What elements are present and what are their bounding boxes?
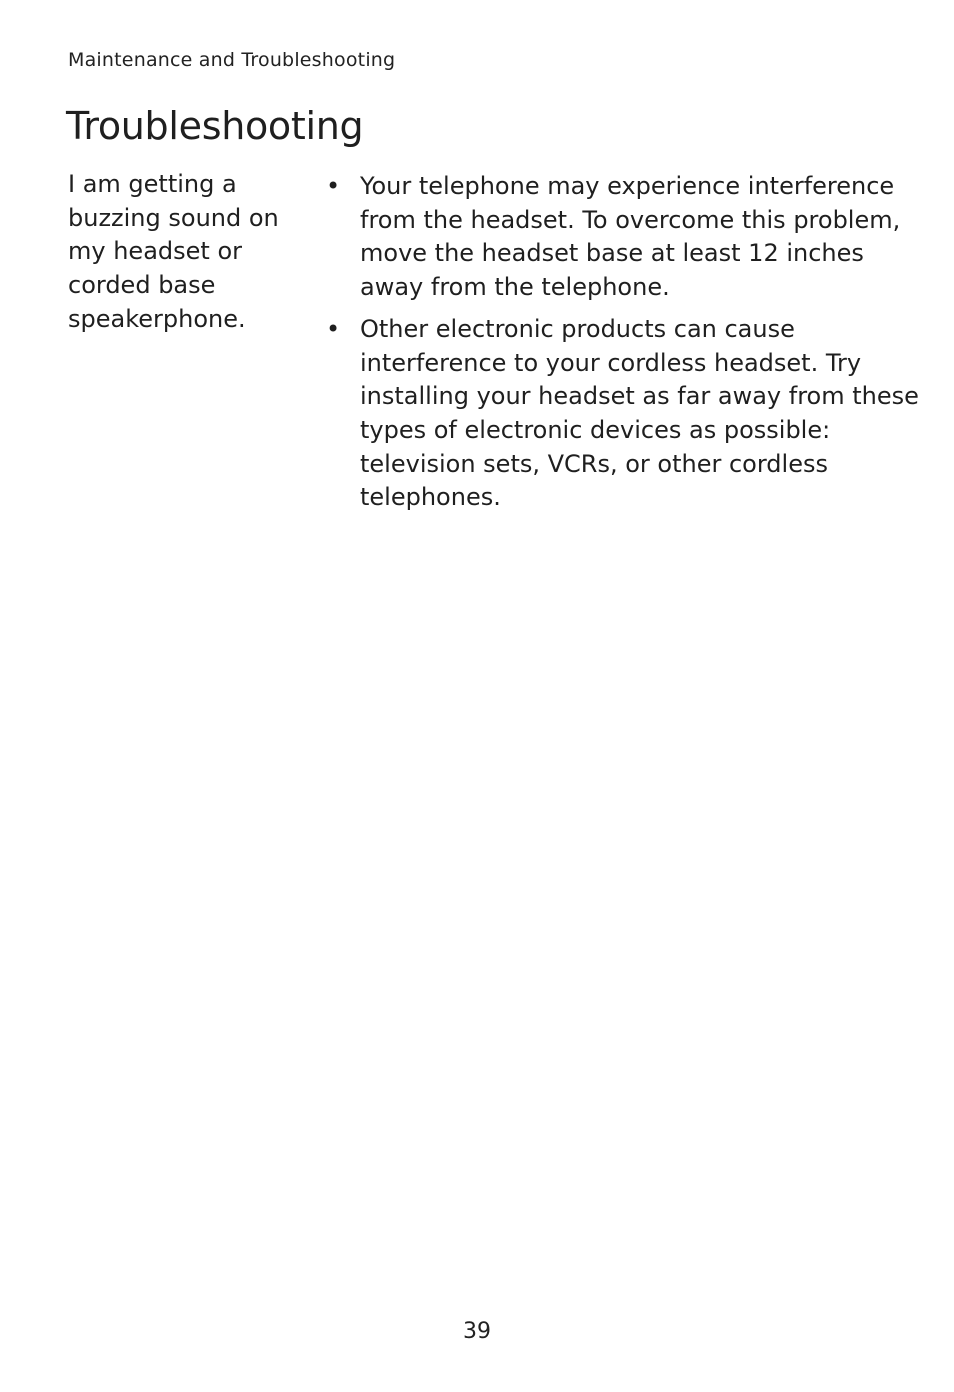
bullet-icon: •	[326, 172, 341, 200]
page-number: 39	[463, 1319, 491, 1344]
section-title: Troubleshooting	[66, 104, 364, 148]
solution-text: Your telephone may experience interference from the headset. To overcome this problem, move the headset base at least 12 inches away from the telephone.	[360, 172, 901, 302]
solution-item	[322, 313, 922, 515]
problem-description: I am getting a buzzing sound on my headset or corded base speakerphone.	[68, 170, 279, 333]
solution-item	[322, 170, 922, 305]
solution-text: Other electronic products can cause interference to your cordless headset. Try installing your headset as far away from these types of electronic devices as possible: television sets, VCRs, or other cordless telephones.	[360, 314, 919, 512]
running-header: Maintenance and Troubleshooting	[68, 49, 396, 71]
solution-list	[322, 170, 922, 523]
bullet-icon: •	[326, 314, 341, 343]
